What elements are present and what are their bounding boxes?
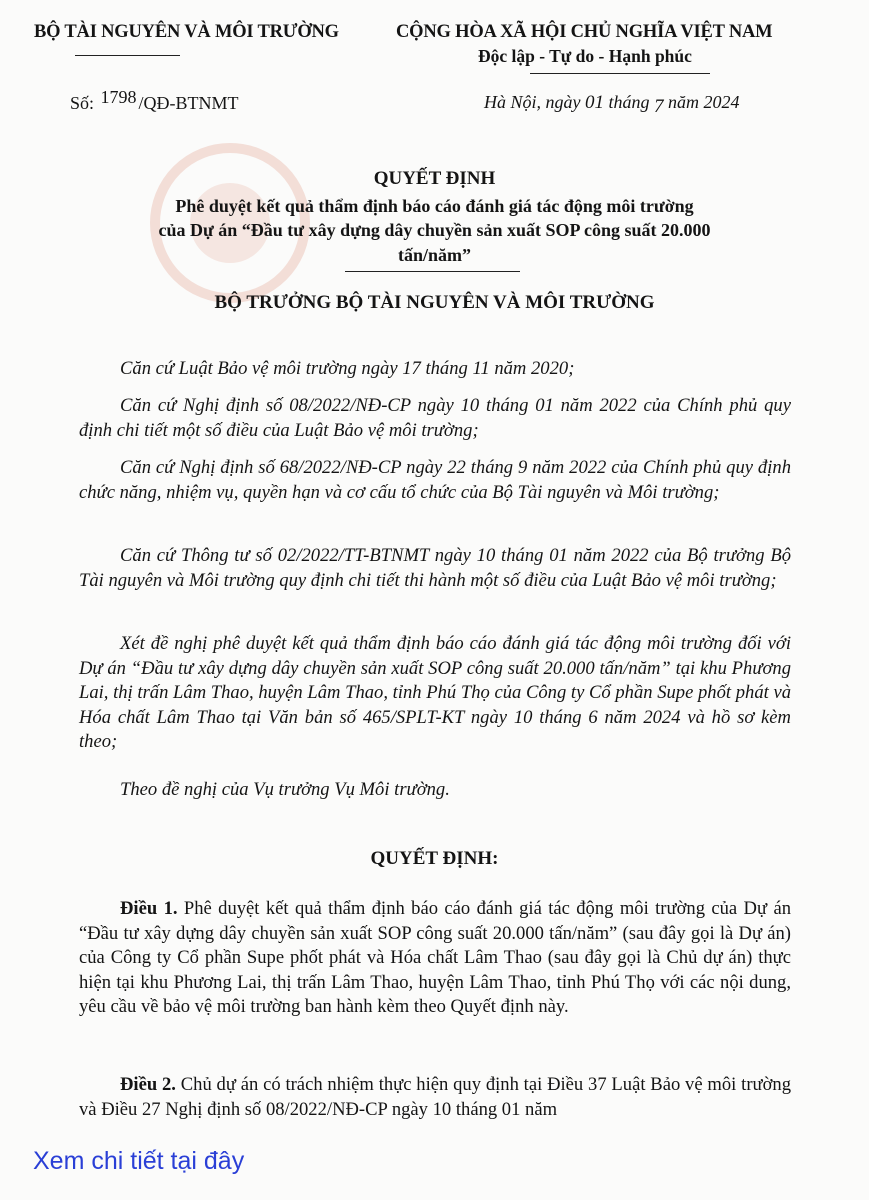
article-1 [79,897,791,1020]
preamble-paragraph: Căn cứ Thông tư số 02/2022/TT-BTNMT ngày 10 tháng 01 năm 2022 của Bộ trưởng Bộ Tài nguyên và Môi trường quy định chi tiết thi hành một số điều của Luật Bảo vệ môi trường; [79,545,791,591]
document-number [70,87,239,114]
month-label: tháng [608,92,650,112]
document-title: QUYẾT ĐỊNH [373,168,496,189]
national-motto: Độc lập - Tự do - Hạnh phúc [478,46,692,66]
motto-underline [530,73,710,74]
article-label: Điều 1. [120,898,178,919]
document-subtitle-line-2: của Dự án “Đầu tư xây dựng dây chuyền sản xuất SOP công suất 20.000 [158,220,711,240]
view-details-link[interactable]: Xem chi tiết tại đây [33,1147,245,1175]
preamble-paragraph: Căn cứ Nghị định số 08/2022/NĐ-CP ngày 10 tháng 01 năm 2022 của Chính phủ quy định chi tiết một số điều của Luật Bảo vệ môi trường; [79,395,791,441]
place-label: Hà Nội, ngày [484,92,581,112]
place-and-date [484,92,740,117]
issuer-title: BỘ TRƯỞNG BỘ TÀI NGUYÊN VÀ MÔI TRƯỜNG [214,292,655,313]
preamble-paragraph: Căn cứ Nghị định số 68/2022/NĐ-CP ngày 22 tháng 9 năm 2022 của Chính phủ quy định chức năng, nhiệm vụ, quyền hạn và cơ cấu tổ chức của Bộ Tài nguyên và Môi trường; [79,457,791,503]
date-day: 01 [585,92,604,113]
document-subtitle-line-1: Phê duyệt kết quả thẩm định báo cáo đánh giá tác động môi trường [175,196,694,216]
doc-number-value: 1798 [100,87,137,107]
date-month: 7 [654,96,664,117]
document-subtitle-line-3: tấn/năm” [397,245,471,265]
preamble-paragraph: Theo đề nghị của Vụ trưởng Vụ Môi trường. [120,779,450,800]
country-name: CỘNG HÒA XÃ HỘI CHỦ NGHĨA VIỆT NAM [396,22,773,42]
article-text: Chủ dự án có trách nhiệm thực hiện quy định tại Điều 37 Luật Bảo vệ môi trường và Điều 27 Nghị định số 08/2022/NĐ-CP ngày 10 tháng 01 năm [79,1074,792,1120]
agency-name: BỘ TÀI NGUYÊN VÀ MÔI TRƯỜNG [34,22,339,42]
article-label: Điều 2. [120,1074,176,1095]
article-text: Phê duyệt kết quả thẩm định báo cáo đánh giá tác động môi trường của Dự án “Đầu tư xây dựng dây chuyền sản xuất SOP công suất 20.000 tấn/năm” (sau đây gọi là Dự án) của Công ty Cổ phần Supe phốt phát và Hóa chất Lâm Thao (sau đây gọi là Chủ dự án) thực hiện tại khu Phương Lai, thị trấn Lâm Thao, huyện Lâm Thao, tỉnh Phú Thọ với các nội dung, yêu cầu về bảo vệ môi trường ban hành kèm theo Quyết định này. [79,898,791,1017]
doc-number-suffix: /QĐ-BTNMT [138,93,239,113]
preamble-paragraph: Căn cứ Luật Bảo vệ môi trường ngày 17 tháng 11 năm 2020; [120,358,575,379]
preamble-paragraph: Xét đề nghị phê duyệt kết quả thẩm định báo cáo đánh giá tác động môi trường đối với Dự án “Đầu tư xây dựng dây chuyền sản xuất SOP công suất 20.000 tấn/năm” tại khu Phương Lai, thị trấn Lâm Thao, huyện Lâm Thao, tỉnh Phú Thọ của Công ty Cổ phần Supe phốt phát và Hóa chất Lâm Thao tại Văn bản số 465/SPLT-KT ngày 10 tháng 6 năm 2024 và hồ sơ kèm theo; [79,633,791,752]
doc-number-prefix: Số: [70,93,95,113]
year-label: năm 2024 [668,92,740,112]
article-2 [79,1073,791,1122]
agency-underline [75,55,180,56]
title-divider [345,271,520,272]
decision-heading: QUYẾT ĐỊNH: [370,848,499,869]
